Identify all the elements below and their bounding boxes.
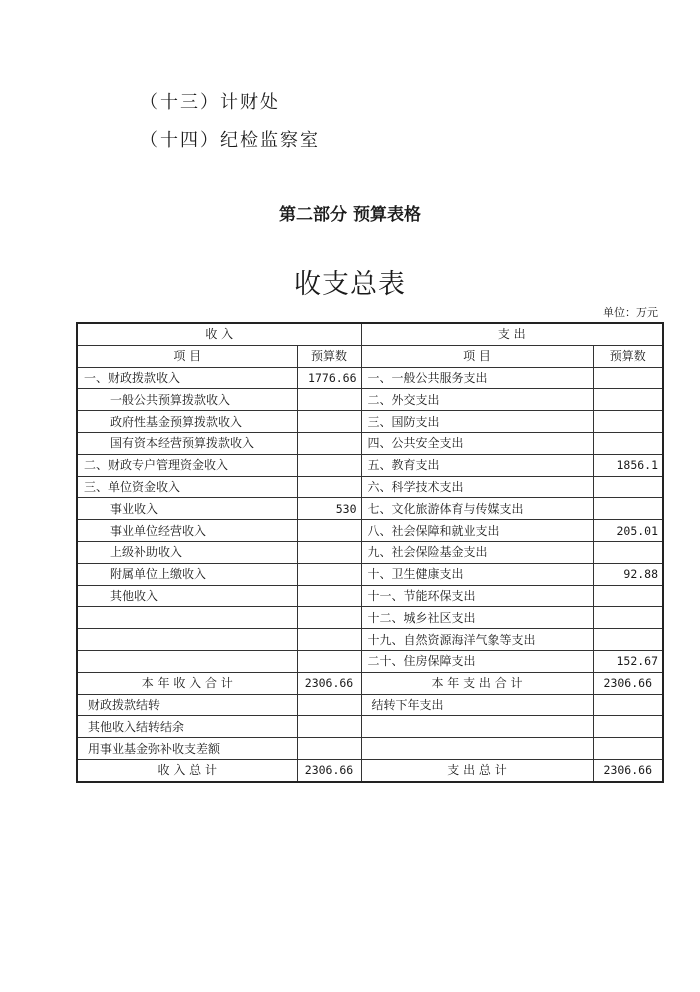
income-item [77,607,297,629]
table-row [77,454,663,476]
income-total-amount: 2306.66 [297,759,361,781]
expense-amount [593,716,663,738]
income-item: 其他收入结转结余 [77,716,297,738]
income-item: 一、财政拨款收入 [77,367,297,389]
expense-item [361,738,593,760]
budget-summary-table [76,322,664,783]
income-amount [297,738,361,760]
expense-item: 一、一般公共服务支出 [361,367,593,389]
part-title: 第二部分 预算表格 [279,205,421,225]
expense-amount [593,389,663,411]
income-item: 附属单位上缴收入 [77,563,297,585]
income-amount [297,454,361,476]
expense-item: 二、外交支出 [361,389,593,411]
table-row [77,607,663,629]
unit-label: 单位：万元 [603,306,658,319]
expense-total-label: 支 出 总 计 [361,759,593,781]
table-subheader-row [77,345,663,367]
expense-item: 七、文化旅游体育与传媒支出 [361,498,593,520]
income-amount [297,563,361,585]
table-row [77,694,663,716]
income-header: 收 入 [77,323,361,345]
table-header-row [77,323,663,345]
subtotal-row [77,672,663,694]
income-amount: 530 [297,498,361,520]
income-amount [297,585,361,607]
income-amount [297,541,361,563]
income-amount [297,389,361,411]
expense-amount: 152.67 [593,650,663,672]
income-total-label: 收 入 总 计 [77,759,297,781]
income-subtotal-label: 本 年 收 入 合 计 [77,672,297,694]
table-row [77,498,663,520]
income-item [77,629,297,651]
expense-item: 四、公共安全支出 [361,432,593,454]
expense-amount: 92.88 [593,563,663,585]
expense-item-header: 项 目 [361,345,593,367]
expense-amount [593,694,663,716]
income-amount [297,476,361,498]
table-row [77,563,663,585]
table-row [77,476,663,498]
expense-amount [593,432,663,454]
table-row [77,650,663,672]
income-amount [297,629,361,651]
expense-item: 十、卫生健康支出 [361,563,593,585]
section-item-14: （十四）纪检监察室 [140,130,320,151]
expense-total-amount: 2306.66 [593,759,663,781]
expense-item [361,716,593,738]
income-amount [297,716,361,738]
expense-amount [593,367,663,389]
expense-subtotal-amount: 2306.66 [593,672,663,694]
income-item: 事业收入 [77,498,297,520]
income-amount [297,411,361,433]
expense-amount-header: 预算数 [593,345,663,367]
income-item: 事业单位经营收入 [77,520,297,542]
expense-amount [593,629,663,651]
table-row [77,411,663,433]
expense-subtotal-label: 本 年 支 出 合 计 [361,672,593,694]
income-item: 其他收入 [77,585,297,607]
income-item: 财政拨款结转 [77,694,297,716]
income-amount [297,694,361,716]
table-row [77,541,663,563]
table-row [77,716,663,738]
expense-item: 五、教育支出 [361,454,593,476]
expense-item: 十一、节能环保支出 [361,585,593,607]
expense-amount [593,541,663,563]
income-item-header: 项 目 [77,345,297,367]
income-item [77,650,297,672]
table-row [77,389,663,411]
income-item: 一般公共预算拨款收入 [77,389,297,411]
expense-item: 九、社会保险基金支出 [361,541,593,563]
expense-amount [593,585,663,607]
income-amount: 1776.66 [297,367,361,389]
expense-header: 支 出 [361,323,663,345]
table-row [77,520,663,542]
expense-item: 六、科学技术支出 [361,476,593,498]
expense-amount [593,738,663,760]
income-amount [297,607,361,629]
table-row [77,432,663,454]
table-row [77,367,663,389]
income-item: 上级补助收入 [77,541,297,563]
income-item: 二、财政专户管理资金收入 [77,454,297,476]
total-row [77,759,663,781]
expense-amount [593,498,663,520]
table-row [77,585,663,607]
section-item-13: （十三）计财处 [140,92,280,113]
expense-item: 八、社会保障和就业支出 [361,520,593,542]
expense-amount [593,411,663,433]
expense-amount: 1856.1 [593,454,663,476]
income-item: 政府性基金预算拨款收入 [77,411,297,433]
table-row [77,629,663,651]
income-item: 用事业基金弥补收支差额 [77,738,297,760]
expense-amount [593,607,663,629]
table-row [77,738,663,760]
income-amount [297,520,361,542]
expense-amount: 205.01 [593,520,663,542]
income-item: 三、单位资金收入 [77,476,297,498]
income-amount [297,432,361,454]
income-item: 国有资本经营预算拨款收入 [77,432,297,454]
expense-item: 结转下年支出 [361,694,593,716]
income-amount [297,650,361,672]
expense-item: 十二、城乡社区支出 [361,607,593,629]
expense-item: 二十、住房保障支出 [361,650,593,672]
table-title: 收支总表 [294,269,406,300]
expense-amount [593,476,663,498]
expense-item: 三、国防支出 [361,411,593,433]
expense-item: 十九、自然资源海洋气象等支出 [361,629,593,651]
income-subtotal-amount: 2306.66 [297,672,361,694]
income-amount-header: 预算数 [297,345,361,367]
